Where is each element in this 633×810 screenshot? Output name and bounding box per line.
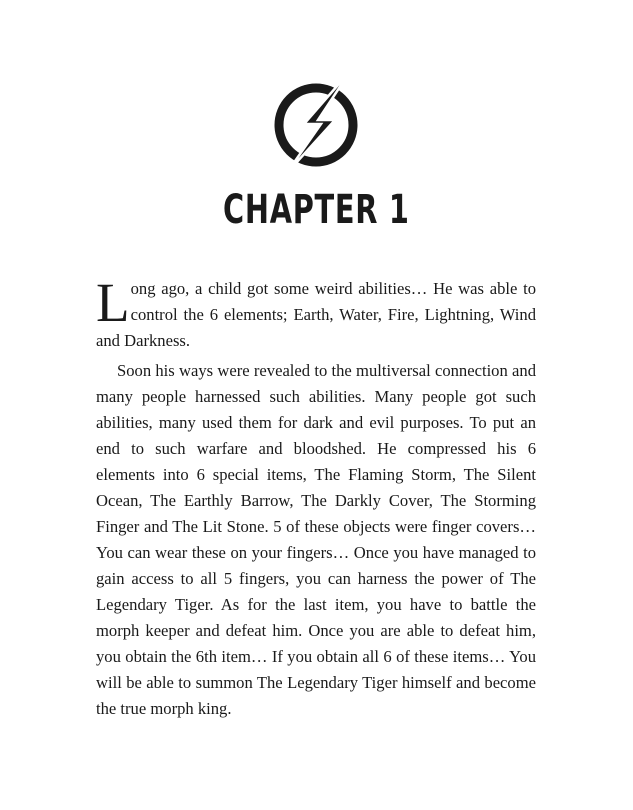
drop-cap: L [96,272,130,333]
story-paragraph-1 [96,272,536,354]
lightning-bolt-circle-icon [273,70,359,176]
story-body [96,272,536,722]
story-paragraph-2: Soon his ways were revealed to the multiversal connection and many people harnessed such abilities. Many people got such abilities, many used them for dark and evil purposes. To put an end to such warfare and bloodshed. He compressed his 6 elements into 6 special items, The Flaming Storm, The Silent Ocean, The Earthly Barrow, The Darkly Cover, The Storming Finger and The Lit Stone. 5 of these objects were finger covers… You can wear these on your fingers… Once you have managed to gain access to all 5 fingers, you can harness the power of The Legendary Tiger. As for the last item, you have to battle the morph keeper and defeat him. Once you are able to defeat him, you obtain the 6th item… If you obtain all 6 of these items… You will be able to summon The Legendary Tiger himself and become the true morph king. [96,361,536,718]
story-paragraph-1-text: ong ago, a child got some weird abilities… He was able to control the 6 elements; Earth, Water, Fire, Lightning, Wind and Darkness. [96,279,536,350]
chapter-title: CHAPTER 1 [223,187,410,233]
